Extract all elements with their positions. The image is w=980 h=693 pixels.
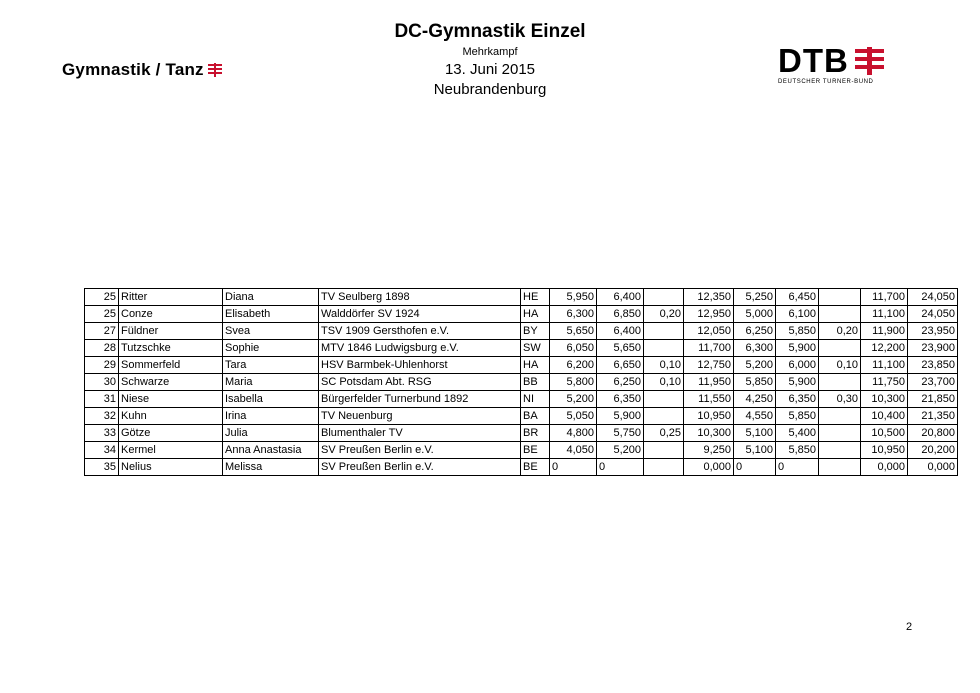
- table-row: [85, 459, 958, 476]
- cell-first-name: Diana: [223, 289, 319, 306]
- cell-club: TV Neuenburg: [319, 408, 521, 425]
- cell-total-1: 11,700: [684, 340, 734, 357]
- cell-rank: 29: [85, 357, 119, 374]
- cell-score-4: 5,900: [776, 374, 819, 391]
- cell-total-2: 11,100: [861, 306, 908, 323]
- cell-total-2: 11,100: [861, 357, 908, 374]
- cell-total-2: 11,750: [861, 374, 908, 391]
- cell-deduction-2: [819, 442, 861, 459]
- cell-last-name: Sommerfeld: [119, 357, 223, 374]
- cell-deduction-2: [819, 340, 861, 357]
- cell-score-4: 5,850: [776, 442, 819, 459]
- cell-total-2: 11,700: [861, 289, 908, 306]
- cell-state: BB: [521, 374, 550, 391]
- cell-deduction-2: [819, 459, 861, 476]
- cell-score-4: 6,350: [776, 391, 819, 408]
- cell-state: HE: [521, 289, 550, 306]
- event-date: 13. Juni 2015: [444, 61, 536, 78]
- cell-last-name: Schwarze: [119, 374, 223, 391]
- event-location: Neubrandenburg: [433, 81, 547, 98]
- cell-club: MTV 1846 Ludwigsburg e.V.: [319, 340, 521, 357]
- cell-grand-total: 23,700: [908, 374, 958, 391]
- cell-club: Bürgerfelder Turnerbund 1892: [319, 391, 521, 408]
- cell-score-2: 6,400: [597, 323, 644, 340]
- cell-first-name: Anna Anastasia: [223, 442, 319, 459]
- page-title: DC-Gymnastik Einzel: [394, 21, 586, 42]
- cell-score-1: 4,050: [550, 442, 597, 459]
- results-table-body: [85, 289, 958, 476]
- cell-score-2: 5,200: [597, 442, 644, 459]
- cell-rank: 31: [85, 391, 119, 408]
- cell-first-name: Tara: [223, 357, 319, 374]
- cell-state: BR: [521, 425, 550, 442]
- cell-total-2: 10,300: [861, 391, 908, 408]
- cell-deduction-1: 0,25: [644, 425, 684, 442]
- cell-score-1: 5,800: [550, 374, 597, 391]
- cell-total-1: 11,950: [684, 374, 734, 391]
- cell-score-1: 5,650: [550, 323, 597, 340]
- cell-rank: 28: [85, 340, 119, 357]
- cell-score-1: 6,300: [550, 306, 597, 323]
- cell-score-3: 5,100: [734, 425, 776, 442]
- cell-state: NI: [521, 391, 550, 408]
- cell-total-2: 11,900: [861, 323, 908, 340]
- table-row: [85, 425, 958, 442]
- cell-total-2: 10,950: [861, 442, 908, 459]
- cell-deduction-2: 0,10: [819, 357, 861, 374]
- cell-last-name: Füldner: [119, 323, 223, 340]
- cell-deduction-2: [819, 306, 861, 323]
- results-table: [84, 288, 958, 476]
- cell-deduction-1: 0,10: [644, 357, 684, 374]
- cell-state: BE: [521, 442, 550, 459]
- cell-score-1: 4,800: [550, 425, 597, 442]
- cell-deduction-2: 0,20: [819, 323, 861, 340]
- cell-score-4: 5,850: [776, 323, 819, 340]
- cell-state: BY: [521, 323, 550, 340]
- table-row: [85, 374, 958, 391]
- cell-deduction-1: [644, 391, 684, 408]
- cell-total-1: 10,300: [684, 425, 734, 442]
- cell-club: Blumenthaler TV: [319, 425, 521, 442]
- cell-club: SC Potsdam Abt. RSG: [319, 374, 521, 391]
- cell-total-1: 10,950: [684, 408, 734, 425]
- table-row: [85, 442, 958, 459]
- cell-grand-total: 24,050: [908, 289, 958, 306]
- cell-first-name: Irina: [223, 408, 319, 425]
- dtb-logo: [778, 42, 920, 85]
- cell-grand-total: 21,350: [908, 408, 958, 425]
- cell-total-2: 10,500: [861, 425, 908, 442]
- cell-first-name: Svea: [223, 323, 319, 340]
- cell-score-4: 0: [776, 459, 819, 476]
- cell-rank: 35: [85, 459, 119, 476]
- cell-rank: 27: [85, 323, 119, 340]
- cell-total-1: 12,750: [684, 357, 734, 374]
- cell-total-2: 0,000: [861, 459, 908, 476]
- cell-deduction-1: [644, 442, 684, 459]
- cell-score-2: 6,350: [597, 391, 644, 408]
- cell-score-2: 6,650: [597, 357, 644, 374]
- cell-rank: 25: [85, 289, 119, 306]
- cell-score-3: 4,250: [734, 391, 776, 408]
- cell-total-1: 0,000: [684, 459, 734, 476]
- cell-score-2: 5,650: [597, 340, 644, 357]
- cell-rank: 30: [85, 374, 119, 391]
- cell-first-name: Isabella: [223, 391, 319, 408]
- table-row: [85, 306, 958, 323]
- cell-rank: 25: [85, 306, 119, 323]
- cell-score-2: 5,900: [597, 408, 644, 425]
- cell-last-name: Tutzschke: [119, 340, 223, 357]
- cell-deduction-1: 0,20: [644, 306, 684, 323]
- cell-score-4: 6,100: [776, 306, 819, 323]
- cell-total-1: 12,050: [684, 323, 734, 340]
- cell-deduction-1: [644, 459, 684, 476]
- cell-score-2: 6,250: [597, 374, 644, 391]
- cell-state: BA: [521, 408, 550, 425]
- cell-score-3: 5,200: [734, 357, 776, 374]
- page-number: 2: [906, 621, 913, 633]
- cell-deduction-2: [819, 289, 861, 306]
- cell-score-3: 0: [734, 459, 776, 476]
- cell-deduction-2: [819, 408, 861, 425]
- cell-last-name: Nelius: [119, 459, 223, 476]
- cell-last-name: Niese: [119, 391, 223, 408]
- cell-first-name: Maria: [223, 374, 319, 391]
- cell-score-4: 5,400: [776, 425, 819, 442]
- cell-deduction-1: [644, 323, 684, 340]
- cell-score-2: 6,850: [597, 306, 644, 323]
- cell-rank: 32: [85, 408, 119, 425]
- cell-deduction-2: 0,30: [819, 391, 861, 408]
- cell-score-2: 6,400: [597, 289, 644, 306]
- cell-first-name: Julia: [223, 425, 319, 442]
- cell-deduction-1: [644, 289, 684, 306]
- cell-score-1: 5,050: [550, 408, 597, 425]
- cell-total-1: 12,950: [684, 306, 734, 323]
- cell-last-name: Kuhn: [119, 408, 223, 425]
- cell-first-name: Sophie: [223, 340, 319, 357]
- cell-score-4: 5,850: [776, 408, 819, 425]
- cell-score-1: 0: [550, 459, 597, 476]
- cell-rank: 34: [85, 442, 119, 459]
- cell-state: BE: [521, 459, 550, 476]
- table-row: [85, 357, 958, 374]
- cell-deduction-2: [819, 425, 861, 442]
- table-row: [85, 323, 958, 340]
- cell-total-1: 11,550: [684, 391, 734, 408]
- cell-club: TSV 1909 Gersthofen e.V.: [319, 323, 521, 340]
- cell-grand-total: 20,200: [908, 442, 958, 459]
- cell-total-2: 10,400: [861, 408, 908, 425]
- cell-score-3: 5,850: [734, 374, 776, 391]
- cell-score-1: 5,200: [550, 391, 597, 408]
- dtb-logo-text: DTB: [778, 42, 849, 79]
- cell-grand-total: 23,900: [908, 340, 958, 357]
- page-subtitle: Mehrkampf: [462, 46, 518, 58]
- cell-grand-total: 20,800: [908, 425, 958, 442]
- cell-first-name: Elisabeth: [223, 306, 319, 323]
- cell-deduction-1: [644, 408, 684, 425]
- cell-club: TV Seulberg 1898: [319, 289, 521, 306]
- cell-club: SV Preußen Berlin e.V.: [319, 459, 521, 476]
- cell-score-3: 6,250: [734, 323, 776, 340]
- gymnastik-tanz-logo-text: Gymnastik / Tanz: [62, 60, 204, 79]
- table-row: [85, 408, 958, 425]
- cell-state: HA: [521, 357, 550, 374]
- cell-rank: 33: [85, 425, 119, 442]
- cell-grand-total: 24,050: [908, 306, 958, 323]
- cell-total-1: 12,350: [684, 289, 734, 306]
- cell-grand-total: 0,000: [908, 459, 958, 476]
- cell-score-1: 5,950: [550, 289, 597, 306]
- cell-score-4: 5,900: [776, 340, 819, 357]
- dtb-logo-subtext: DEUTSCHER TURNER-BUND: [778, 79, 874, 85]
- cell-deduction-1: [644, 340, 684, 357]
- cell-score-3: 6,300: [734, 340, 776, 357]
- cell-last-name: Götze: [119, 425, 223, 442]
- cell-score-2: 5,750: [597, 425, 644, 442]
- cell-score-3: 5,250: [734, 289, 776, 306]
- cell-total-2: 12,200: [861, 340, 908, 357]
- cell-last-name: Kermel: [119, 442, 223, 459]
- cell-grand-total: 21,850: [908, 391, 958, 408]
- cell-deduction-2: [819, 374, 861, 391]
- cell-deduction-1: 0,10: [644, 374, 684, 391]
- cell-club: Walddörfer SV 1924: [319, 306, 521, 323]
- cell-score-3: 5,000: [734, 306, 776, 323]
- cell-club: SV Preußen Berlin e.V.: [319, 442, 521, 459]
- cell-first-name: Melissa: [223, 459, 319, 476]
- table-row: [85, 340, 958, 357]
- table-row: [85, 391, 958, 408]
- cell-club: HSV Barmbek-Uhlenhorst: [319, 357, 521, 374]
- cell-score-3: 5,100: [734, 442, 776, 459]
- dtb-cross-icon: [855, 47, 885, 75]
- cell-last-name: Ritter: [119, 289, 223, 306]
- cell-score-4: 6,000: [776, 357, 819, 374]
- cell-score-1: 6,050: [550, 340, 597, 357]
- cell-state: SW: [521, 340, 550, 357]
- cell-grand-total: 23,950: [908, 323, 958, 340]
- cell-total-1: 9,250: [684, 442, 734, 459]
- table-row: [85, 289, 958, 306]
- cell-last-name: Conze: [119, 306, 223, 323]
- cell-score-2: 0: [597, 459, 644, 476]
- cell-grand-total: 23,850: [908, 357, 958, 374]
- cell-state: HA: [521, 306, 550, 323]
- cell-score-3: 4,550: [734, 408, 776, 425]
- cell-score-4: 6,450: [776, 289, 819, 306]
- cell-score-1: 6,200: [550, 357, 597, 374]
